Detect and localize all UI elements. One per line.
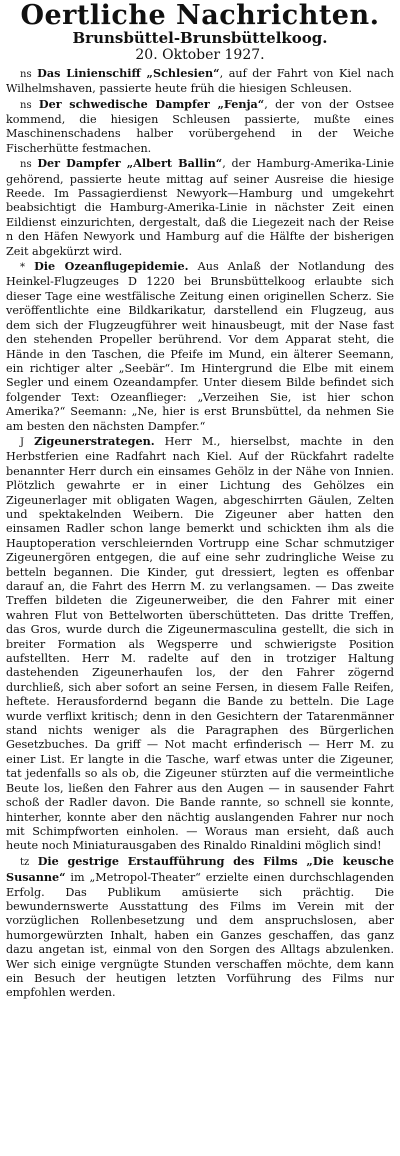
article-keusche-susanne [6,854,394,1001]
article-body: , auf der Fahrt von Kiel nach Wilhelmshaven, passierte heute früh die hiesigen Schleusen. [6,66,395,96]
article-body: Herr M., hierselbst, machte in den Herbstferien eine Radfahrt nach Kiel. Auf der Rückfahrt radelte benannter Herr durch ein einsames Gehölz in der Nähe von Innien. Plötzlich gewahrte er in einer Lichtung des Gehölzes ein Zigeunerlager mit obligaten Wagen, abgeschirrten Gäulen, Zelten und spektakelnden Weibern. Die Zigeuner aber hatten den einsamen Radler schon lange bemerkt und schickten ihm als die Hauptoperation verschleiernden Vortrupp eine Schar schmutziger Zigeunergören entgegen, die auf eine sehr zudringliche Weise zu betteln begannen. Die Kinder, gut dressiert, legten es offenbar darauf an, die Fahrt des Herrn M. zu verlangsamen. — Das zweite Treffen bildeten die Zigeunerweiber, die den Fahrer mit einer wahren Flut von Bettelworten überschütteten. Das dritte Treffen, das Gros, wurde durch die Zigeunermasculina gestellt, die sich in breiter Formation als Wegsperre und schwierigste Position aufstellten. Herr M. radelte auf den in trotziger Haltung dastehenden Zigeunerhaufen los, der den Fahrer zögernd durchließ, sich aber sofort an seine Fersen, in diesem Falle Reifen, heftete. Herausfordernd begann die Bande zu betteln. Die Lage wurde verflixt kritisch; denn in den Gesichtern der Tatarenmänner stand nichts weniger als die Paragraphen des Bürgerlichen Gesetzbuches. Da griff — Not macht erfinderisch — Herr M. zu einer List. Er langte in die Tasche, warf etwas unter die Zigeuner, tat jedenfalls so als ob, die Zigeuner stürzten auf die vermeintliche Beute los, ließen den Fahrer aus den Augen — in sausender Fahrt schoß der Radler davon. Die Bande rannte, so schnell sie konnte, hinterher, konnte aber den nächtig auslangenden Fahrer nur noch mit Schimpfworten einholen. — Woraus man ersieht, daß auch heute noch Miniaturausgaben des Rinaldo Rinaldini möglich sind! [6,434,394,853]
article-headline: Der schwedische Dampfer „Fenja“ [38,96,265,111]
article-fenja [6,97,394,157]
article-body: , der Hamburg-Amerika-Linie gehörend, passierte heute mittag auf seiner Ausreise die hiesige Reede. Im Passagierdienst Newyork—Hamburg und umgekehrt beabsichtigt die Hamburg-Amerika-Linie in nächster Zeit einen Eildienst einzurichten, dergestalt, daß die Liegezeit nach der Reise n den Häfen Newyork und Hamburg auf die Hälfte der bisherigen Zeit abgekürzt wird. [6,157,394,258]
article-headline: Das Linienschiff „Schlesien“ [37,65,220,80]
article-schlesien [6,66,394,97]
article-body: , der von der Ostsee kommend, die hiesigen Schleusen passierte, mußte eines Maschinenschadens halber vorübergehend in der Weiche Fischerhütte festmachen. [6,97,394,155]
article-tag: * [20,262,25,274]
issue-date: 20. Oktober 1927. [135,47,265,64]
article-headline: Der Dampfer „Albert Ballin“ [37,156,223,171]
section-subtitle: Brunsbüttel-Brunsbüttelkoog. [72,29,328,48]
article-tag: ns [20,99,32,111]
article-body: im „Metropol-Theater“ erzielte einen durchschlagenden Erfolg. Das Publikum amüsierte sich prächtig. Die bewundernswerte Ausstattung des Films im Verein mit der vorzüglichen Rollenbesetzung und dem anspruchslosen, aber humorgewürzten Inhalt, haben ein Ganzes geschaffen, das ganz dazu angetan ist, einmal von den Sorgen des Alltags abzulenken. Wer sich einige vergnügte Stunden verschaffen möchte, dem kann ein Besuch der heutigen letzten Vorführung des Films nur empfohlen werden. [6,871,394,1000]
article-body: Aus Anlaß der Notlandung des Heinkel-Flugzeuges D 1220 bei Brunsbüttelkoog erlaubte sich dieser Tage eine westfälische Zeitung einen originellen Scherz. Sie veröffentlichte eine Bildkarikatur, darstellend ein Flugzeug, aus dem sich der Flugzeugführer weit hinausbeugt, mit der Nase fast den stehenden Propeller berührend. Vor dem Apparat steht, die Hände in den Taschen, die Pfeife im Mund, ein älterer Seemann, ein richtiger alter „Seebär“. Im Hintergrund die Elbe mit einem Segler und einem Ozeandampfer. Unter diesem Bilde befindet sich folgender Text: Ozeanflieger: „Verzeihen Sie, ist hier schon Amerika?“ Seemann: „Ne, hier is erst Brunsbüttel, da nehmen Sie am besten den nächsten Dampfer.“ [6,260,394,433]
article-albert-ballin [6,156,394,259]
article-headline: Die gestrige Erstaufführung des Films „Die keusche Susanne“ [6,853,394,885]
masthead [6,2,394,63]
article-tag: tz [20,856,30,868]
section-title: Oertliche Nachrichten. [20,0,380,31]
article-tag: ns [20,159,32,171]
article-headline: Die Ozeanflugepidemie. [34,259,189,274]
article-headline: Zigeunerstrategen. [34,433,155,448]
article-tag: ns [20,68,32,80]
article-zigeunerstrategen [6,434,394,854]
article-tag: J [20,436,25,448]
article-ozeanflugepidemie [6,259,394,434]
